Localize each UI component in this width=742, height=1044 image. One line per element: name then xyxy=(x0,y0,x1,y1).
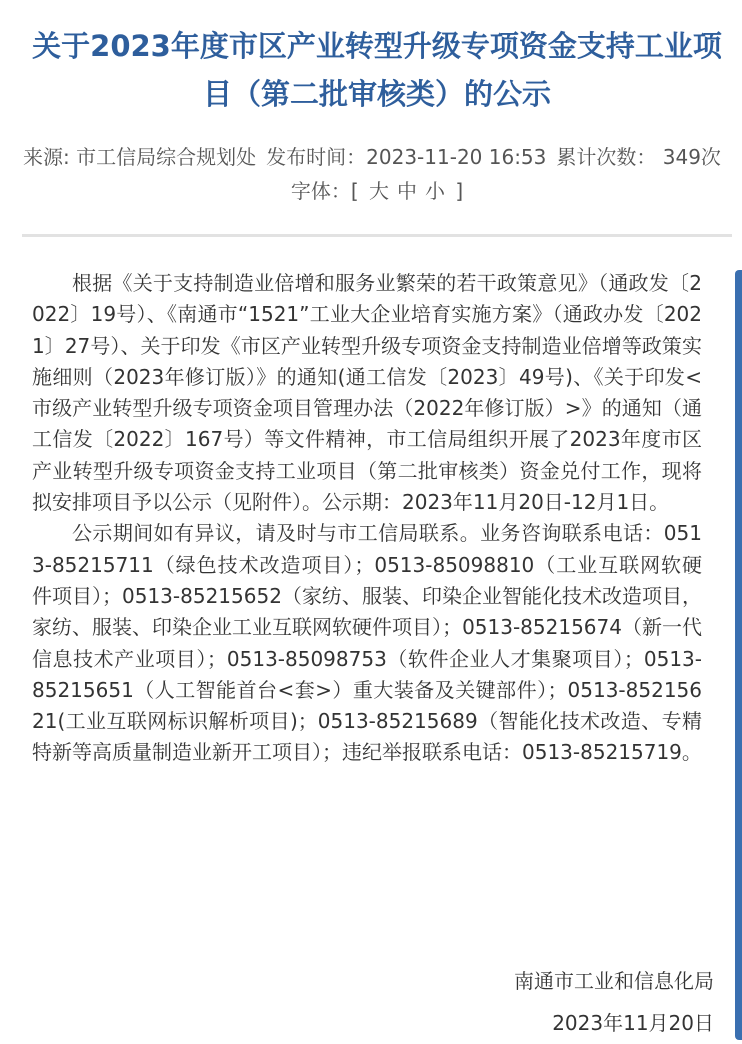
signature-org: 南通市工业和信息化局 xyxy=(514,969,714,993)
view-count-value: 349次 xyxy=(662,145,721,169)
header-divider xyxy=(22,234,732,237)
source-label: 来源: xyxy=(23,145,77,169)
font-small-link[interactable]: 小 xyxy=(425,179,445,203)
view-count-label: 累计次数： xyxy=(556,145,657,169)
article-meta xyxy=(22,140,732,208)
scrollbar-thumb[interactable] xyxy=(735,270,742,1040)
font-medium-link[interactable]: 中 xyxy=(397,179,417,203)
font-size-label: 字体： xyxy=(290,179,351,203)
bracket-close: ] xyxy=(455,179,464,203)
body-paragraph: 根据《关于支持制造业倍增和服务业繁荣的若干政策意见》（通政发〔2022〕19号）、《南通市“1521”工业大企业培育实施方案》（通政办发〔2021〕27号）、关于印发《市区产业转型升级专项资金支持制造业倍增等政策实施细则（2023年修订版）》的通知(通工信发〔2023〕49号)、《关于印发<市级产业转型升级专项资金项目管理办法（2022年修订版）>》的通知（通工信发〔2022〕167号）等文件精神，市工信局组织开展了2023年度市区产业转型升级专项资金支持工业项目（第二批审核类）资金兑付工作，现将拟安排项目予以公示（见附件）。公示期：2023年11月20日-12月1日。 xyxy=(32,271,702,515)
source-value: 市工信局综合规划处 xyxy=(76,145,257,169)
bracket-open: [ xyxy=(350,179,359,203)
signature-block xyxy=(514,960,714,1044)
font-size-control xyxy=(351,179,463,203)
article-title: 关于2023年度市区产业转型升级专项资金支持工业项目（第二批审核类）的公示 xyxy=(32,29,722,111)
article-body xyxy=(32,268,702,769)
body-paragraph: 公示期间如有异议，请及时与市工信局联系。业务咨询联系电话：0513-85215711（绿色技术改造项目）；0513-85098810（工业互联网软硬件项目）；0513-85215652（家纺、服装、印染企业智能化技术改造项目，家纺、服装、印染企业工业互联网软硬件项目）；0513-85215674（新一代信息技术产业项目）；0513-85098753（软件企业人才集聚项目）；0513-85215651（人工智能首台<套>）重大装备及关键部件）；0513-85215621(工业互联网标识解析项目)；0513-85215689（智能化技术改造、专精特新等高质量制造业新开工项目）；违纪举报联系电话：0513-85215719。 xyxy=(32,521,702,765)
publish-time-label: 发布时间： xyxy=(266,145,367,169)
signature-date: 2023年11月20日 xyxy=(552,1011,714,1035)
publish-time-value: 2023-11-20 16:53 xyxy=(366,145,547,169)
font-large-link[interactable]: 大 xyxy=(369,179,389,203)
